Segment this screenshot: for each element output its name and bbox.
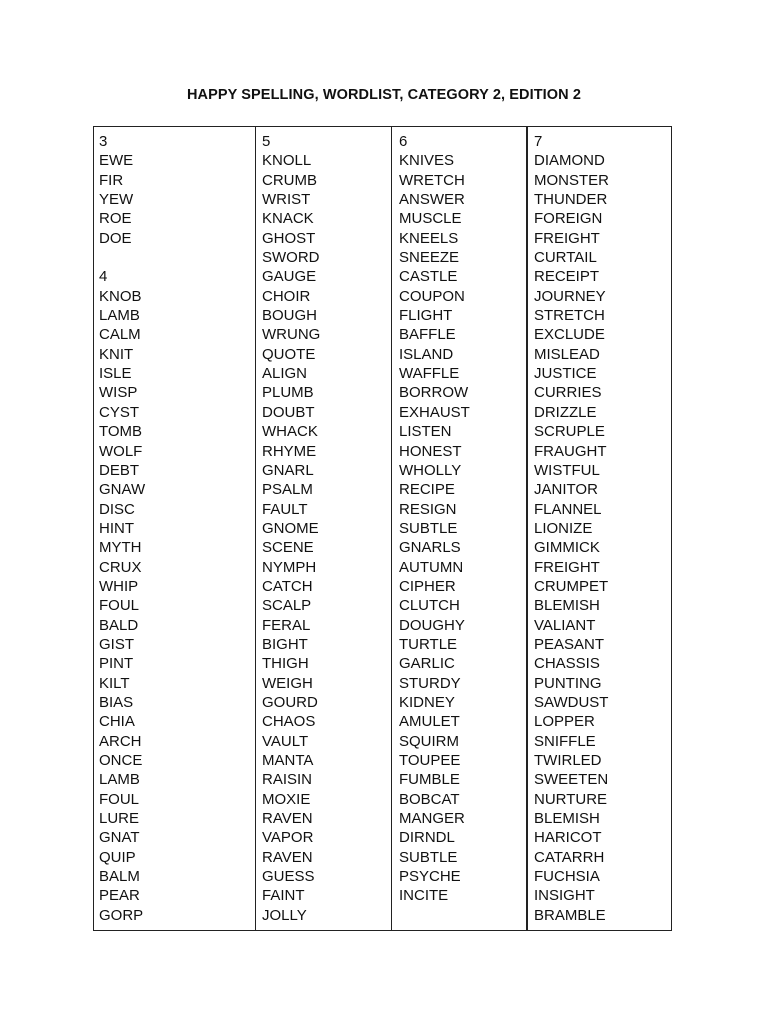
word-entry: CASTLE [399, 268, 458, 286]
word-entry: AMULET [399, 713, 460, 731]
word-entry: CRUMB [262, 171, 317, 189]
word-entry: PEAR [99, 887, 140, 905]
word-entry: INCITE [399, 887, 449, 905]
word-entry: SAWDUST [534, 693, 609, 711]
word-entry: TWIRLED [534, 752, 602, 769]
word-entry: CIPHER [399, 577, 456, 595]
word-entry: KNOLL [262, 152, 312, 170]
word-entry: FAULT [262, 500, 308, 518]
word-entry: INSIGHT [534, 887, 595, 905]
word-entry: TOUPEE [399, 752, 461, 769]
word-entry: EXCLUDE [534, 326, 605, 344]
word-entry: RAVEN [262, 810, 313, 828]
word-entry: ONCE [99, 752, 143, 769]
word-entry: PUNTING [534, 674, 602, 692]
word-entry: MYTH [99, 539, 142, 557]
word-entry: GNARL [262, 461, 314, 479]
word-entry: SWEETEN [534, 771, 609, 789]
word-entry: WEIGH [262, 674, 313, 692]
word-entry: GUESS [262, 868, 315, 886]
word-entry: WRIST [262, 191, 311, 209]
word-entry: HONEST [399, 442, 462, 460]
word-entry: ISLAND [399, 345, 454, 363]
word-entry: FOREIGN [534, 210, 603, 228]
word-entry [99, 248, 255, 267]
word-entry: BOUGH [262, 307, 318, 325]
word-entry: QUOTE [262, 345, 316, 363]
word-entry: QUIP [99, 848, 136, 866]
word-entry: PSALM [262, 481, 313, 499]
word-entry: BIAS [99, 693, 134, 711]
word-entry: SNIFFLE [534, 732, 596, 750]
word-entry: BORROW [399, 384, 469, 402]
word-entry: DOUBT [262, 403, 315, 421]
word-entry: CRUMPET [534, 577, 609, 595]
word-entry: FREIGHT [534, 558, 600, 576]
word-entry: RECIPE [399, 481, 455, 499]
word-entry: YEW [99, 191, 134, 209]
word-entry: ARCH [99, 732, 142, 750]
word-entry: THUNDER [534, 191, 608, 209]
word-entry: CLUTCH [399, 597, 460, 615]
word-entry: DIAMOND [534, 152, 605, 170]
word-entry: CATCH [262, 577, 313, 595]
word-entry: GNAT [99, 829, 140, 847]
word-entry: RHYME [262, 442, 317, 460]
word-entry: 7 [534, 133, 543, 150]
word-entry: BLEMISH [534, 810, 600, 828]
word-entry: NURTURE [534, 790, 608, 808]
word-entry: ROE [99, 210, 132, 228]
word-entry: DIRNDL [399, 829, 455, 847]
word-entry: CHASSIS [534, 655, 600, 673]
column-4 [526, 127, 672, 930]
word-entry: LAMB [99, 771, 140, 789]
word-entry: KIDNEY [399, 693, 455, 711]
word-entry: KNACK [262, 210, 314, 228]
word-entry: GNAW [99, 481, 146, 499]
word-entry: FREIGHT [534, 229, 600, 247]
word-entry: SUBTLE [399, 848, 458, 866]
word-entry: 5 [262, 133, 271, 150]
word-entry: FIR [99, 171, 124, 189]
word-entry: AUTUMN [399, 558, 464, 576]
column-2 [255, 127, 391, 930]
word-entry: WISP [99, 384, 138, 402]
word-entry: STRETCH [534, 307, 605, 325]
word-entry: BIGHT [262, 635, 308, 653]
word-entry: BRAMBLE [534, 906, 606, 924]
word-entry: MANTA [262, 752, 314, 769]
word-entry: BALM [99, 868, 140, 886]
word-entry: DISC [99, 500, 135, 518]
word-entry: CHAOS [262, 713, 316, 731]
word-entry: DOUGHY [399, 616, 465, 634]
word-entry: STURDY [399, 674, 461, 692]
word-entry: JUSTICE [534, 365, 597, 383]
word-entry: WHACK [262, 423, 318, 441]
word-entry: GIMMICK [534, 539, 600, 557]
page-title: HAPPY SPELLING, WORDLIST, CATEGORY 2, EDITION 2 [186, 87, 582, 103]
word-entry: WISTFUL [534, 461, 600, 479]
word-entry: SCALP [262, 597, 312, 615]
word-entry: CURRIES [534, 384, 602, 402]
word-entry: WHOLLY [399, 461, 462, 479]
word-entry: WRETCH [399, 171, 465, 189]
word-entry: GAUGE [262, 268, 317, 286]
word-entry: WOLF [99, 442, 143, 460]
word-entry: FERAL [262, 616, 311, 634]
word-entry: GNOME [262, 519, 319, 537]
word-entry: LIONIZE [534, 519, 593, 537]
word-entry: VAPOR [262, 829, 314, 847]
word-entry: BOBCAT [399, 790, 460, 808]
word-entry: FOUL [99, 597, 140, 615]
word-entry: KNOB [99, 287, 142, 305]
column-1 [94, 127, 255, 930]
word-entry: MONSTER [534, 171, 609, 189]
word-entry: LOPPER [534, 713, 595, 731]
word-entry: PEASANT [534, 635, 605, 653]
word-entry: COUPON [399, 287, 465, 305]
word-entry: KILT [99, 674, 130, 692]
word-entry: HINT [99, 519, 134, 537]
word-entry: KNEELS [399, 229, 459, 247]
word-entry: CHIA [99, 713, 135, 731]
word-entry: FUCHSIA [534, 868, 600, 886]
wordlist-table [93, 126, 672, 931]
word-entry: GOURD [262, 693, 318, 711]
word-entry: RESIGN [399, 500, 457, 518]
word-entry: CATARRH [534, 848, 605, 866]
word-entry: RAVEN [262, 848, 313, 866]
word-entry: MOXIE [262, 790, 311, 808]
word-entry: CYST [99, 403, 140, 421]
word-entry: GIST [99, 635, 135, 653]
word-entry: GARLIC [399, 655, 455, 673]
word-entry: FLANNEL [534, 500, 602, 518]
word-entry: VALIANT [534, 616, 596, 634]
word-entry: SUBTLE [399, 519, 458, 537]
word-entry: LISTEN [399, 423, 452, 441]
word-entry: 6 [399, 133, 408, 150]
word-entry: WRUNG [262, 326, 321, 344]
word-entry: KNIT [99, 345, 134, 363]
word-entry: CURTAIL [534, 249, 597, 267]
word-entry: WAFFLE [399, 365, 460, 383]
word-entry: PINT [99, 655, 134, 673]
word-entry: EWE [99, 152, 134, 170]
word-entry: JANITOR [534, 481, 598, 499]
word-entry: SNEEZE [399, 249, 460, 267]
word-entry: LAMB [99, 307, 140, 325]
word-entry: BAFFLE [399, 326, 456, 344]
word-entry: TOMB [99, 423, 143, 441]
word-entry: FUMBLE [399, 771, 460, 789]
word-entry: BLEMISH [534, 597, 600, 615]
word-entry: JOURNEY [534, 287, 606, 305]
word-entry: SQUIRM [399, 732, 459, 750]
word-entry: LURE [99, 810, 140, 828]
word-entry: DOE [99, 229, 132, 247]
column-3 [391, 127, 526, 930]
word-entry: NYMPH [262, 558, 317, 576]
word-entry: CHOIR [262, 287, 311, 305]
word-entry: GNARLS [399, 539, 461, 557]
word-entry: DEBT [99, 461, 140, 479]
word-entry: ANSWER [399, 191, 465, 209]
word-entry: WHIP [99, 577, 139, 595]
word-entry: BALD [99, 616, 139, 634]
word-entry: PSYCHE [399, 868, 461, 886]
word-entry: RECEIPT [534, 268, 600, 286]
word-entry: JOLLY [262, 906, 307, 924]
word-entry: CRUX [99, 558, 142, 576]
word-entry: PLUMB [262, 384, 314, 402]
word-entry: SCENE [262, 539, 314, 557]
word-entry: VAULT [262, 732, 309, 750]
word-entry: MISLEAD [534, 345, 600, 363]
word-entry: MANGER [399, 810, 465, 828]
word-entry: HARICOT [534, 829, 602, 847]
word-entry: MUSCLE [399, 210, 462, 228]
word-entry: THIGH [262, 655, 309, 673]
word-entry: ALIGN [262, 365, 308, 383]
word-entry: FAINT [262, 887, 305, 905]
word-entry: ISLE [99, 365, 132, 383]
word-entry: EXHAUST [399, 403, 470, 421]
word-entry: 3 [99, 133, 108, 150]
word-entry: KNIVES [399, 152, 455, 170]
word-entry: GHOST [262, 229, 316, 247]
word-entry: RAISIN [262, 771, 313, 789]
word-entry: FLIGHT [399, 307, 453, 325]
word-entry: GORP [99, 906, 144, 924]
word-entry: SCRUPLE [534, 423, 605, 441]
word-entry: CALM [99, 326, 141, 344]
word-entry: 4 [99, 268, 108, 286]
word-entry: DRIZZLE [534, 403, 597, 421]
word-entry: FOUL [99, 790, 140, 808]
word-entry: FRAUGHT [534, 442, 607, 460]
word-entry: TURTLE [399, 635, 458, 653]
word-entry: SWORD [262, 249, 320, 267]
